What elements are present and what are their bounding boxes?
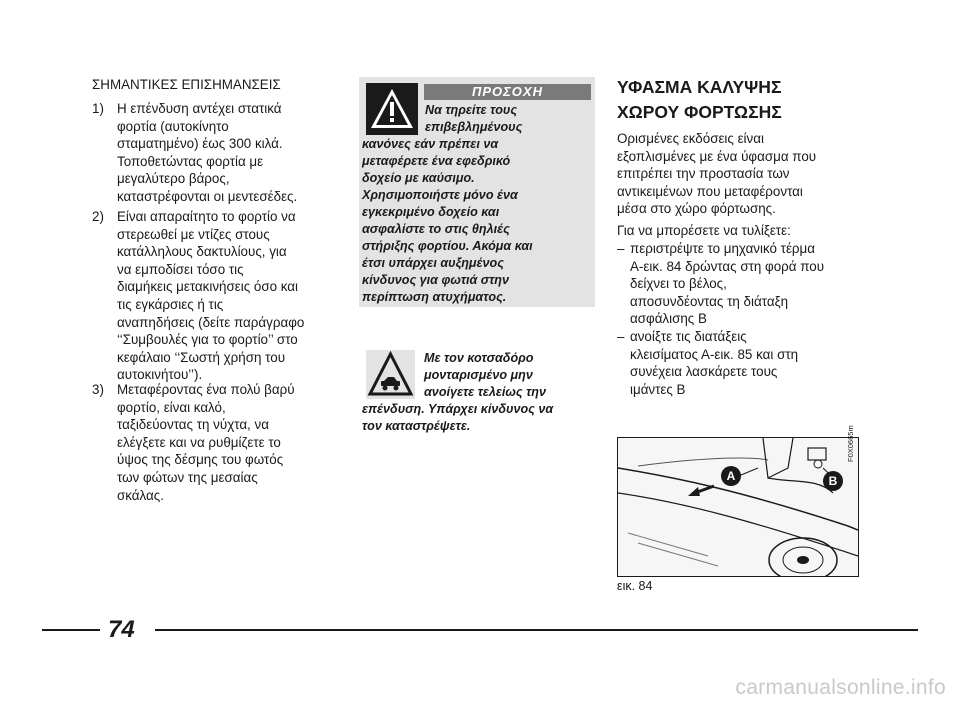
warning-text-first: Να τηρείτε τους επιβεβλημένους [425,103,523,134]
step-item [617,328,860,398]
note-text-first: Με τον κοτσαδόρο μονταρισμένο μην ανοίγετε τελείως την [424,351,546,399]
item-number: 2) [92,209,104,224]
intro-paragraph: Ορισμένες εκδόσεις είναι εξοπλισμένες με ένα ύφασμα που επιτρέπει την προστασία των αντικειμένων που μεταφέρονται μέσα στο χώρο φόρτωσης. [617,131,817,217]
item-number: 1) [92,101,104,116]
list-item [92,100,352,206]
note-text-rest: επένδυση. Υπάρχει κίνδυνος να τον καταστρέψετε. [362,402,554,433]
item-text: Μεταφέροντας ένα πολύ βαρύ φορτίο, είναι καλό, ταξιδεύοντας τη νύχτα, να ελέγξετε και να ρυθμίζετε το ύψος της δέσμης του φωτός των φώτων της μεσαίας σκάλας. [117,382,295,503]
overturned-vehicle-icon [366,350,415,399]
warning-text-rest: κανόνες εάν πρέπει να μεταφέρετε ένα εφεδρικό δοχείο με καύσιμο. Χρησιμοποιήστε μόνο ένα εγκεκριμένο δοχείο και ασφαλίστε το στις θηλιές στήριξης φορτίου. Ακόμα και έτσι υπάρχει αυξημένος κίνδυνος για φωτιά στην περίπτωση ατυχήματος. [362,137,533,304]
item-text: Η επένδυση αντέχει στατικά φορτία (αυτοκίνητο σταματημένο) έως 300 κιλά. Τοποθετώντας φορτία με μεγαλύτερο βάρος, καταστρέφονται οι μεντεσέδες. [117,101,298,204]
callout-b: B [823,471,843,491]
figure-illustration [617,437,859,577]
callout-a: A [721,466,741,486]
step-text: περιστρέψτε το μηχανικό τέρμα Α-εικ. 84 δρώντας στη φορά που δείχνει το βέλος, αποσυνδέοντας τη διάταξη ασφάλισης Β [630,241,825,327]
list-item [92,381,352,504]
list-item [92,208,352,384]
footer-rule-left [42,629,100,631]
page-number: 74 [108,616,135,643]
figure-code: F0X0665m [846,425,855,462]
step-item [617,240,860,328]
dash-bullet: – [617,241,625,256]
section-title: ΥΦΑΣΜΑ ΚΑΛΥΨΗΣ ΧΩΡΟΥ ΦΟΡΤΩΣΗΣ [617,77,782,122]
section-header: ΣΗΜΑΝΤΙΚΕΣ ΕΠΙΣΗΜΑΝΣΕΙΣ [92,77,281,92]
watermark: carmanualsonline.info [735,676,946,699]
dash-bullet: – [617,329,625,344]
figure-caption: εικ. 84 [617,579,653,593]
lead-paragraph: Για να μπορέσετε να τυλίξετε: [617,223,791,238]
warning-triangle-icon [366,83,418,135]
item-number: 3) [92,382,104,397]
footer-rule-right [155,629,918,631]
step-text: ανοίξτε τις διατάξεις κλεισίματος Α-εικ. 85 και στη συνέχεια λασκάρετε τους ιμάντες Β [630,329,799,397]
item-text: Είναι απαραίτητο το φορτίο να στερεωθεί με ντίζες στους κατάλληλους δακτυλίους, για να εμποδίσει τόσο τις διαμήκεις μετακινήσεις όσο και τις εγκάρσιες ή τις αναπηδήσεις (δείτε παράγραφο ‘‘Συμβουλές για το φορτίο’’ στο κεφάλαιο ‘‘Σωστή χρήση του αυτοκινήτου’’). [117,209,305,383]
warning-label: ΠΡΟΣΟΧΗ [424,84,591,100]
